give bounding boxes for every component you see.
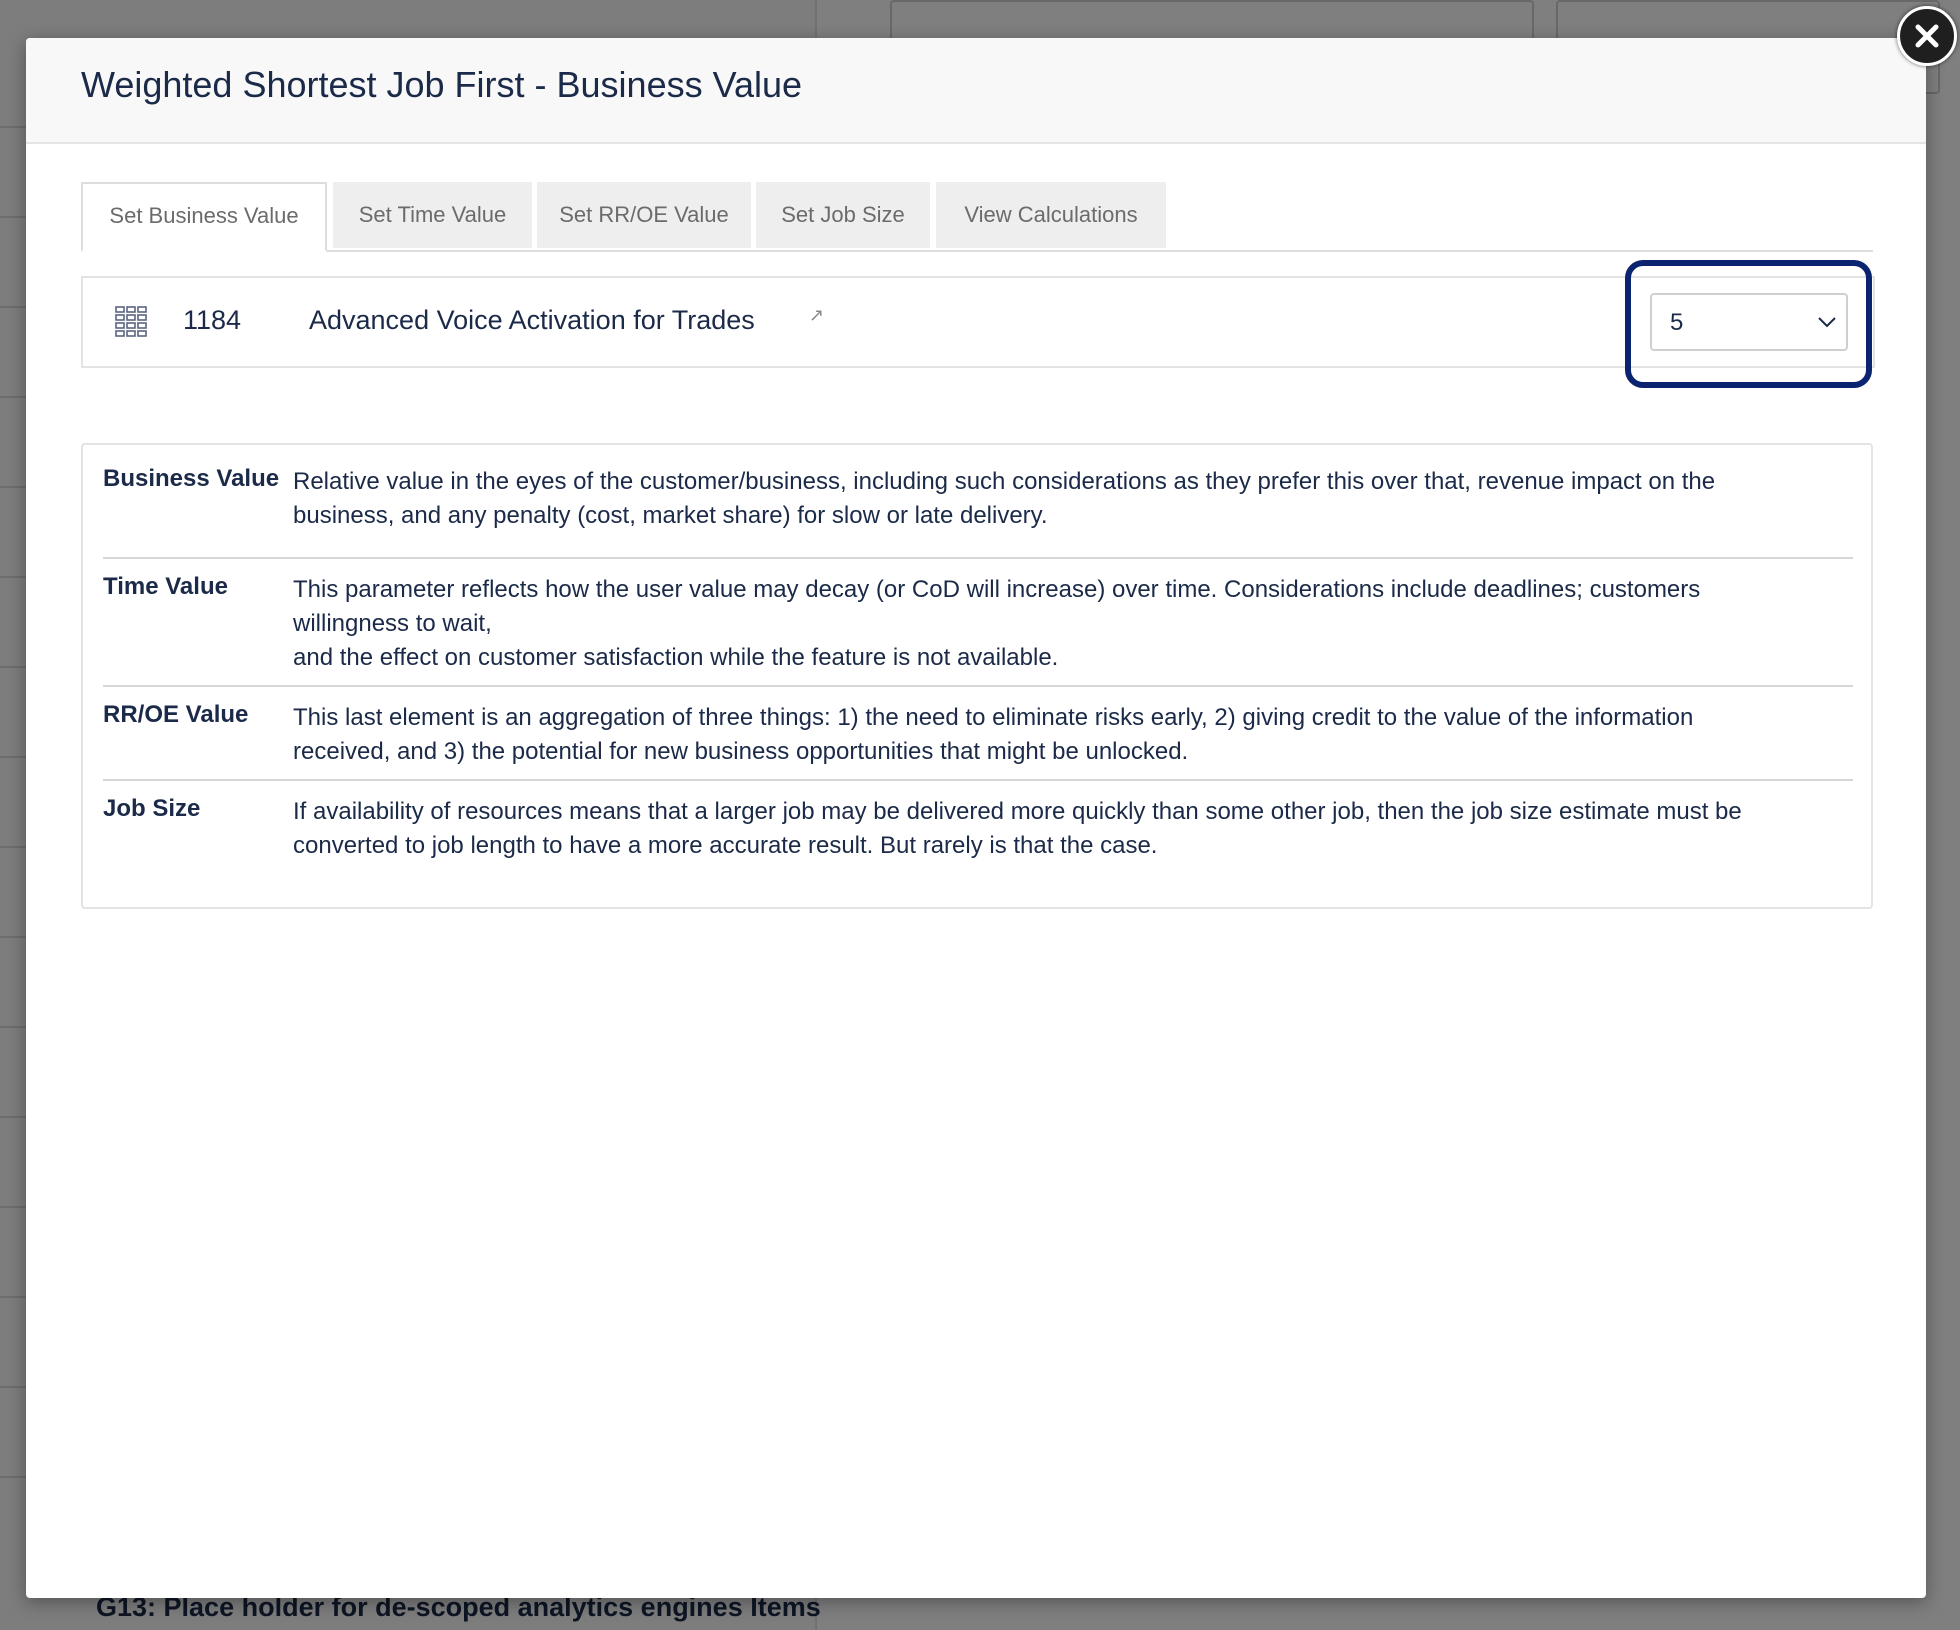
tab-set-rr-oe-value[interactable]: Set RR/OE Value — [537, 182, 751, 248]
definition-row — [103, 559, 1853, 687]
close-button[interactable] — [1897, 6, 1957, 66]
select-highlight — [1625, 260, 1872, 388]
modal-title: Weighted Shortest Job First - Business Value — [81, 64, 803, 105]
modal-header — [26, 38, 1926, 144]
definition-row — [103, 687, 1853, 781]
definition-line: If availability of resources means that a larger job may be delivered more quickly than some other job, then the job size estimate must be — [293, 798, 1742, 825]
tab-view-calculations[interactable]: View Calculations — [936, 182, 1166, 248]
grid-icon — [115, 306, 147, 343]
definition-term: Job Size — [103, 795, 201, 822]
definition-line: received, and 3) the potential for new business opportunities that might be unlocked. — [293, 738, 1189, 765]
definition-term: Time Value — [103, 573, 228, 600]
definition-term: RR/OE Value — [103, 701, 249, 728]
feature-name-link[interactable]: Advanced Voice Activation for Trades — [309, 305, 755, 335]
definition-row — [103, 781, 1853, 871]
feature-row — [81, 276, 1875, 368]
definition-description — [293, 573, 1853, 675]
tab-set-job-size[interactable]: Set Job Size — [756, 182, 930, 248]
definition-description — [293, 465, 1853, 533]
external-link-icon[interactable]: ↗ — [809, 305, 825, 325]
definition-line: and the effect on customer satisfaction while the feature is not available. — [293, 644, 1059, 671]
business-value-selected: 5 — [1670, 309, 1684, 336]
definition-line: willingness to wait, — [293, 610, 492, 637]
feature-id: 1184 — [183, 305, 242, 335]
definition-line: converted to job length to have a more accurate result. But rarely is that the case. — [293, 832, 1158, 859]
wsjf-modal — [26, 38, 1926, 1598]
tab-set-business-value[interactable]: Set Business Value — [81, 182, 327, 252]
definition-description — [293, 701, 1853, 769]
tab-bar — [81, 182, 1873, 252]
definition-line: This last element is an aggregation of three things: 1) the need to eliminate risks early, 2) giving credit to the value of the information — [293, 704, 1694, 731]
tab-set-time-value[interactable]: Set Time Value — [333, 182, 532, 248]
definition-description — [293, 795, 1853, 863]
definition-line: Relative value in the eyes of the customer/business, including such considerations as they prefer this over that, revenue impact on the — [293, 468, 1716, 495]
definition-line: business, and any penalty (cost, market share) for slow or late delivery. — [293, 502, 1048, 529]
definition-line: This parameter reflects how the user value may decay (or CoD will increase) over time. Considerations include deadlines; customers — [293, 576, 1701, 603]
definition-term: Business Value — [103, 465, 280, 492]
close-icon — [1913, 22, 1941, 50]
definition-row — [103, 465, 1853, 559]
definitions-table — [81, 443, 1873, 909]
